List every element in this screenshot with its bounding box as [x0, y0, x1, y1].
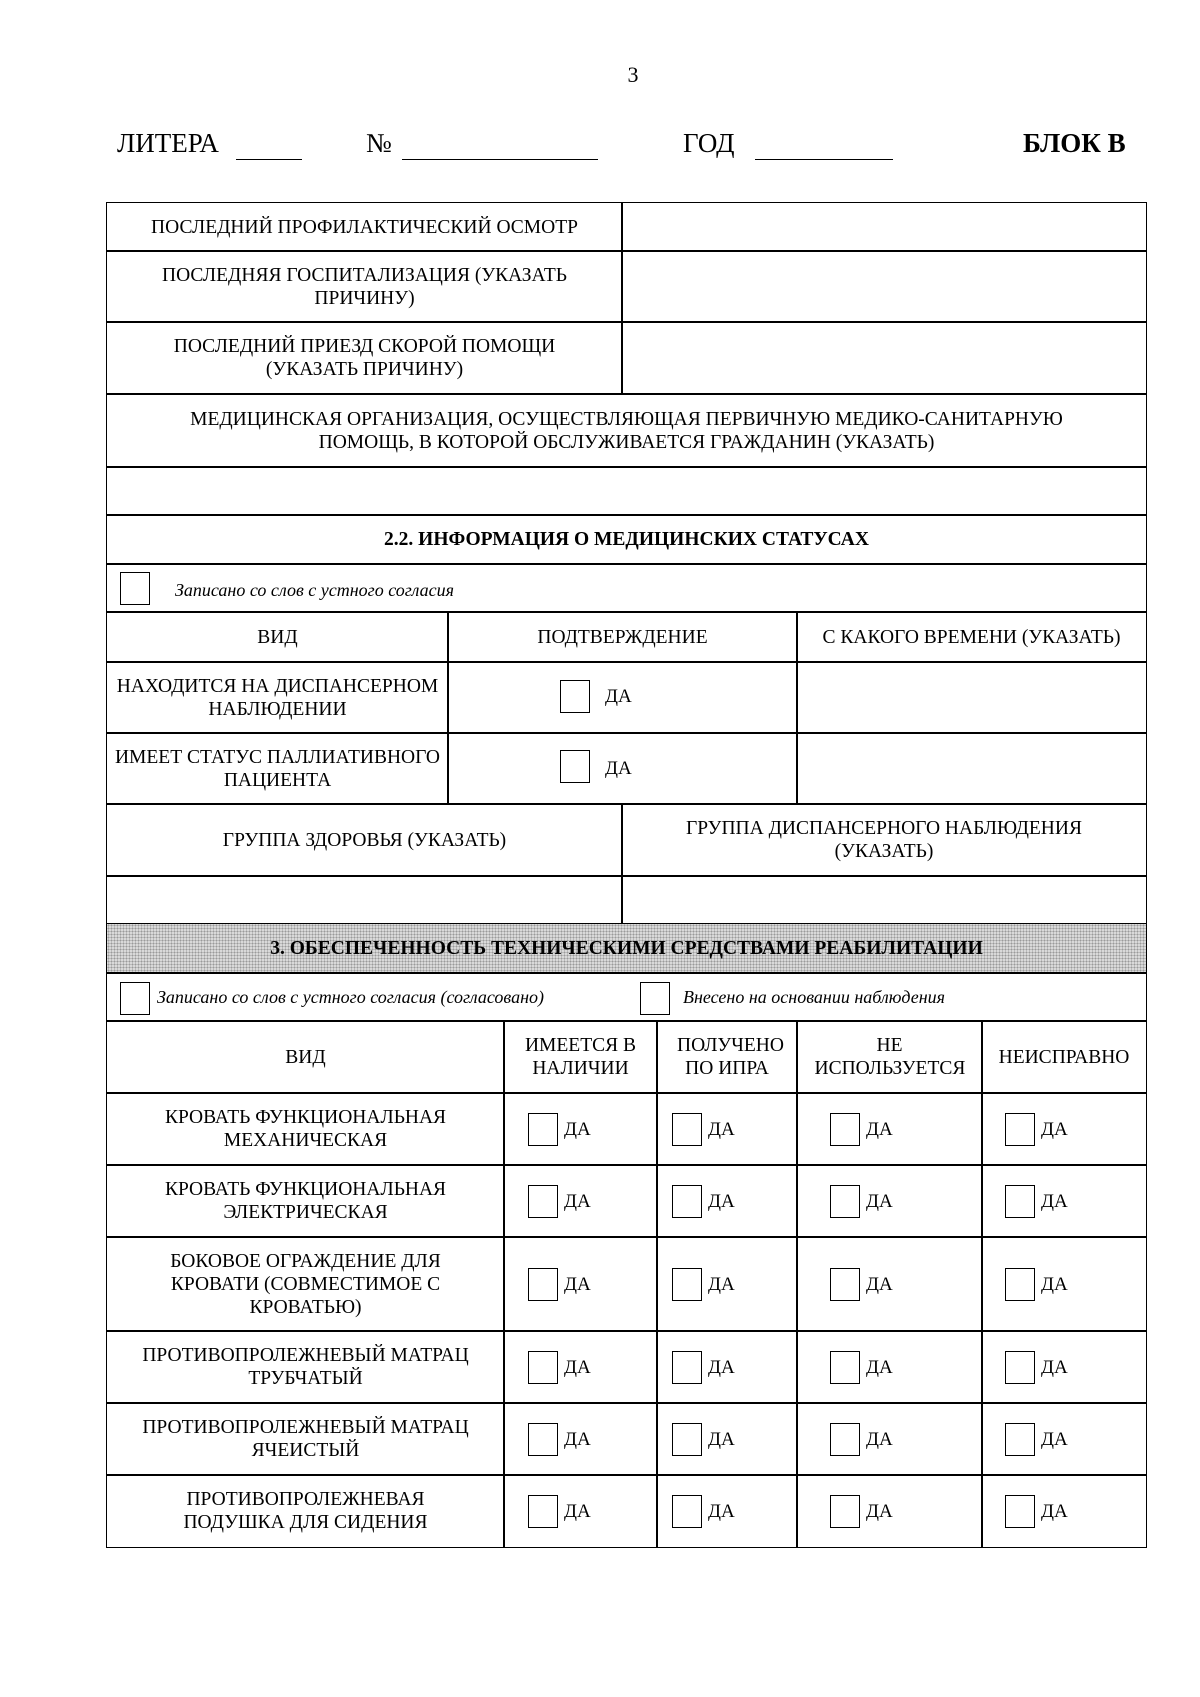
col-confirmation-header: [447, 611, 798, 663]
palliative-yes-checkbox[interactable]: [560, 750, 590, 783]
rehab-item-text: БОКОВОЕ ОГРАЖДЕНИЕ ДЛЯ КРОВАТИ (СОВМЕСТИМОЕ С КРОВАТЬЮ): [170, 1250, 441, 1318]
col-since-header: [796, 611, 1147, 663]
last-checkup-text: ПОСЛЕДНИЙ ПРОФИЛАКТИЧЕСКИЙ ОСМОТР: [151, 216, 578, 238]
s3-col-ipra-text: ПОЛУЧЕНО ПО ИПРА: [677, 1035, 784, 1079]
last-hospitalization-field[interactable]: [621, 250, 1147, 323]
rehab-item-label: [106, 1164, 505, 1238]
palliative-since-field[interactable]: [796, 732, 1147, 805]
s3-col-unused-text: НЕ ИСПОЛЬЗУЕТСЯ: [814, 1035, 966, 1079]
palliative-status-label: [106, 732, 449, 805]
rehab-available-checkbox[interactable]: [528, 1113, 558, 1146]
s3-col-ipra-header: [656, 1020, 798, 1094]
rehab-faulty-checkbox[interactable]: [1005, 1423, 1035, 1456]
rehab-item-label: [106, 1092, 505, 1166]
rehab-available-yes-label: ДА: [564, 1119, 591, 1140]
page-number: 3: [627, 62, 639, 87]
dispensary-status-text: НАХОДИТСЯ НА ДИСПАНСЕРНОМ НАБЛЮДЕНИИ: [116, 675, 439, 720]
rehab-available-checkbox[interactable]: [528, 1351, 558, 1384]
health-group-label: [106, 803, 623, 877]
s3-col-available-text: ИМЕЕТСЯ В НАЛИЧИИ: [524, 1035, 637, 1079]
section-22-title: [106, 514, 1147, 565]
rehab-item-text: ПРОТИВОПРОЛЕЖНЕВЫЙ МАТРАЦ ЯЧЕИСТЫЙ: [142, 1417, 469, 1461]
last-hospitalization-text: ПОСЛЕДНЯЯ ГОСПИТАЛИЗАЦИЯ (УКАЗАТЬ ПРИЧИНУ): [162, 264, 567, 309]
rehab-item-label: [106, 1236, 505, 1332]
s3-col-type-header: [106, 1020, 505, 1094]
medical-org-label: [106, 393, 1147, 468]
dispensary-since-field[interactable]: [796, 661, 1147, 734]
last-checkup-label: [106, 202, 623, 252]
year-field[interactable]: [755, 158, 893, 160]
rehab-faulty-yes-label: ДА: [1041, 1357, 1068, 1378]
s3-col-faulty-text: НЕИСПРАВНО: [998, 1046, 1130, 1068]
rehab-ipra-checkbox[interactable]: [672, 1113, 702, 1146]
rehab-faulty-checkbox[interactable]: [1005, 1495, 1035, 1528]
rehab-faulty-yes-label: ДА: [1041, 1501, 1068, 1522]
col-type-text: ВИД: [257, 626, 298, 648]
rehab-unused-yes-label: ДА: [866, 1191, 893, 1212]
rehab-available-yes-label: ДА: [564, 1191, 591, 1212]
observation-label: Внесено на основании наблюдения: [683, 987, 946, 1007]
health-group-text: ГРУППА ЗДОРОВЬЯ (УКАЗАТЬ): [222, 829, 507, 851]
palliative-status-text: ИМЕЕТ СТАТУС ПАЛЛИАТИВНОГО ПАЦИЕНТА: [114, 746, 441, 791]
rehab-item-label: [106, 1402, 505, 1476]
rehab-available-yes-label: ДА: [564, 1274, 591, 1295]
rehab-unused-checkbox[interactable]: [830, 1185, 860, 1218]
number-field[interactable]: [402, 158, 598, 160]
dispensary-yes-checkbox[interactable]: [560, 680, 590, 713]
s3-col-available-header: [503, 1020, 658, 1094]
rehab-available-yes-label: ДА: [564, 1357, 591, 1378]
last-ambulance-text: ПОСЛЕДНИЙ ПРИЕЗД СКОРОЙ ПОМОЩИ (УКАЗАТЬ ПРИЧИНУ): [173, 336, 556, 380]
medical-org-field[interactable]: [106, 466, 1147, 516]
observation-checkbox[interactable]: [640, 982, 670, 1015]
consent-label-3: Записано со слов с устного согласия (согласовано): [157, 987, 544, 1007]
health-group-field[interactable]: [106, 875, 623, 925]
rehab-faulty-checkbox[interactable]: [1005, 1351, 1035, 1384]
last-ambulance-field[interactable]: [621, 321, 1147, 395]
dispensary-group-field[interactable]: [621, 875, 1147, 925]
rehab-ipra-yes-label: ДА: [708, 1191, 735, 1212]
col-since-text: С КАКОГО ВРЕМЕНИ (УКАЗАТЬ): [822, 626, 1121, 648]
last-hospitalization-label: [106, 250, 623, 323]
rehab-item-text: ПРОТИВОПРОЛЕЖНЕВЫЙ МАТРАЦ ТРУБЧАТЫЙ: [142, 1345, 469, 1389]
consent-checkbox-22[interactable]: [120, 572, 150, 605]
rehab-ipra-yes-label: ДА: [708, 1357, 735, 1378]
rehab-ipra-checkbox[interactable]: [672, 1495, 702, 1528]
s3-col-faulty-header: [981, 1020, 1147, 1094]
rehab-unused-checkbox[interactable]: [830, 1495, 860, 1528]
year-label: ГОД: [683, 128, 735, 158]
last-ambulance-label: [106, 321, 623, 395]
rehab-available-checkbox[interactable]: [528, 1268, 558, 1301]
rehab-ipra-checkbox[interactable]: [672, 1423, 702, 1456]
section-3-title-text: 3. ОБЕСПЕЧЕННОСТЬ ТЕХНИЧЕСКИМИ СРЕДСТВАМИ РЕАБИЛИТАЦИИ: [270, 938, 983, 959]
rehab-available-yes-label: ДА: [564, 1429, 591, 1450]
rehab-item-label: [106, 1474, 505, 1548]
rehab-faulty-checkbox[interactable]: [1005, 1113, 1035, 1146]
rehab-item-text: КРОВАТЬ ФУНКЦИОНАЛЬНАЯ МЕХАНИЧЕСКАЯ: [164, 1107, 447, 1151]
palliative-yes-label: ДА: [605, 758, 632, 779]
rehab-unused-checkbox[interactable]: [830, 1268, 860, 1301]
rehab-ipra-yes-label: ДА: [708, 1274, 735, 1295]
rehab-faulty-yes-label: ДА: [1041, 1274, 1068, 1295]
rehab-ipra-checkbox[interactable]: [672, 1185, 702, 1218]
rehab-item-text: КРОВАТЬ ФУНКЦИОНАЛЬНАЯ ЭЛЕКТРИЧЕСКАЯ: [164, 1179, 447, 1223]
rehab-available-checkbox[interactable]: [528, 1423, 558, 1456]
rehab-ipra-checkbox[interactable]: [672, 1351, 702, 1384]
block-label: БЛОК В: [1023, 128, 1126, 158]
consent-checkbox-3[interactable]: [120, 982, 150, 1015]
litera-field[interactable]: [236, 158, 302, 160]
section-22-title-text: 2.2. ИНФОРМАЦИЯ О МЕДИЦИНСКИХ СТАТУСАХ: [384, 529, 869, 550]
col-confirmation-text: ПОДТВЕРЖДЕНИЕ: [537, 626, 708, 648]
rehab-unused-yes-label: ДА: [866, 1119, 893, 1140]
dispensary-group-text: ГРУППА ДИСПАНСЕРНОГО НАБЛЮДЕНИЯ (УКАЗАТЬ): [686, 818, 1082, 862]
rehab-faulty-checkbox[interactable]: [1005, 1268, 1035, 1301]
rehab-ipra-yes-label: ДА: [708, 1429, 735, 1450]
rehab-faulty-yes-label: ДА: [1041, 1429, 1068, 1450]
rehab-item-text: ПРОТИВОПРОЛЕЖНЕВАЯ ПОДУШКА ДЛЯ СИДЕНИЯ: [183, 1489, 428, 1533]
rehab-available-checkbox[interactable]: [528, 1185, 558, 1218]
rehab-unused-checkbox[interactable]: [830, 1423, 860, 1456]
rehab-ipra-yes-label: ДА: [708, 1119, 735, 1140]
rehab-item-label: [106, 1330, 505, 1404]
col-type-header: [106, 611, 449, 663]
litera-label: ЛИТЕРА: [117, 128, 219, 158]
rehab-faulty-checkbox[interactable]: [1005, 1185, 1035, 1218]
rehab-unused-checkbox[interactable]: [830, 1113, 860, 1146]
rehab-ipra-yes-label: ДА: [708, 1501, 735, 1522]
s3-col-type-text: ВИД: [285, 1046, 326, 1068]
rehab-ipra-checkbox[interactable]: [672, 1268, 702, 1301]
rehab-available-yes-label: ДА: [564, 1501, 591, 1522]
rehab-unused-yes-label: ДА: [866, 1357, 893, 1378]
last-checkup-field[interactable]: [621, 202, 1147, 252]
section-3-title: [106, 923, 1147, 974]
dispensary-status-label: [106, 661, 449, 734]
rehab-faulty-yes-label: ДА: [1041, 1191, 1068, 1212]
dispensary-yes-label: ДА: [605, 686, 632, 707]
consent-label-22: Записано со слов с устного согласия: [175, 580, 454, 600]
medical-org-text: МЕДИЦИНСКАЯ ОРГАНИЗАЦИЯ, ОСУЩЕСТВЛЯЮЩАЯ ПЕРВИЧНУЮ МЕДИКО-САНИТАРНУЮ ПОМОЩЬ, В КОТОРОЙ ОБСЛУЖИВАЕТСЯ ГРАЖДАНИН (УКАЗАТЬ): [190, 408, 1063, 453]
dispensary-group-label: [621, 803, 1147, 877]
rehab-faulty-yes-label: ДА: [1041, 1119, 1068, 1140]
rehab-unused-yes-label: ДА: [866, 1501, 893, 1522]
number-label: №: [366, 128, 392, 158]
rehab-unused-checkbox[interactable]: [830, 1351, 860, 1384]
rehab-available-checkbox[interactable]: [528, 1495, 558, 1528]
rehab-unused-yes-label: ДА: [866, 1274, 893, 1295]
rehab-unused-yes-label: ДА: [866, 1429, 893, 1450]
s3-col-unused-header: [796, 1020, 983, 1094]
